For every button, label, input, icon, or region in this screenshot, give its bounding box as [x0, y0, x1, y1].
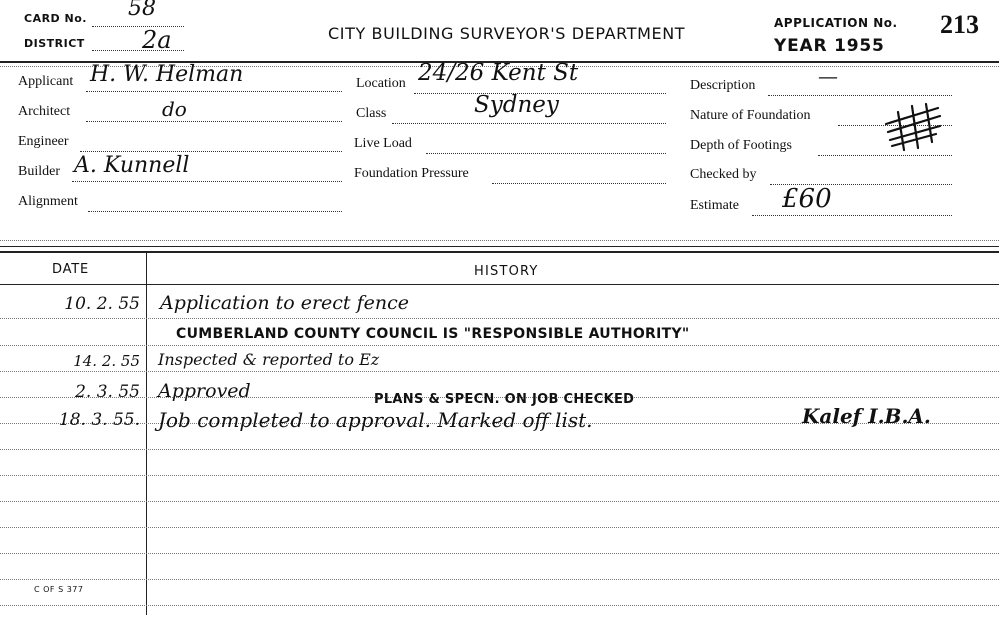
class-line [392, 123, 666, 124]
ruled-line [0, 318, 999, 319]
engineer-line [80, 151, 342, 152]
live-load-line [426, 153, 666, 154]
location-value: 24/26 Kent St [418, 60, 579, 86]
ruled-line [0, 527, 999, 528]
builder-value: A. Kunnell [74, 153, 190, 178]
row-3-history: Approved [158, 380, 251, 402]
row-2-history: Inspected & reported to Ez [158, 350, 380, 369]
depth-of-footings-line [818, 155, 952, 156]
row-1-history: Application to erect fence [160, 292, 409, 314]
row-4-signature: Kalef I.B.A. [802, 404, 931, 428]
ruled-line [0, 553, 999, 554]
class-value: Sydney [474, 92, 559, 118]
applicant-value: H. W. Helman [90, 62, 244, 87]
alignment-label: Alignment [18, 194, 78, 209]
checked-by-label: Checked by [690, 167, 757, 182]
ruled-line [0, 501, 999, 502]
row-3-stamp: PLANS & SPECN. ON JOB CHECKED [374, 392, 635, 407]
applicant-line [86, 91, 342, 92]
card-no-label: CARD No. [24, 12, 87, 25]
foundation-pressure-label: Foundation Pressure [354, 166, 469, 181]
estimate-line [752, 215, 952, 216]
application-no-value: 213 [940, 10, 979, 39]
engineer-label: Engineer [18, 134, 69, 149]
row-2-date: 14. 2. 55 [73, 352, 140, 370]
nature-of-foundation-label: Nature of Foundation [690, 108, 811, 123]
row-4-history: Job completed to approval. Marked off list. [158, 408, 593, 432]
ruled-line [0, 371, 999, 372]
district-label: DISTRICT [24, 37, 85, 50]
depth-of-footings-label: Depth of Footings [690, 138, 792, 153]
row-1-date: 10. 2. 55 [64, 294, 140, 314]
date-column-header: DATE [52, 262, 90, 277]
header-underline [0, 284, 999, 285]
form-code: C OF S 377 [34, 585, 84, 594]
estimate-value: £60 [782, 184, 832, 214]
architect-line [86, 121, 342, 122]
authority-note: CUMBERLAND COUNTY COUNCIL IS "RESPONSIBLE AUTHORITY" [176, 326, 690, 342]
year-label: YEAR 1955 [774, 36, 885, 56]
ruled-line [0, 345, 999, 346]
ruled-line [0, 475, 999, 476]
architect-value: do [162, 97, 187, 121]
ruled-line [0, 605, 999, 606]
table-top-dotted [0, 240, 999, 241]
live-load-label: Live Load [354, 136, 412, 151]
scribble-mark-icon [882, 100, 944, 152]
card-no-value: 58 [128, 0, 156, 21]
date-history-divider [146, 253, 147, 615]
row-3-date: 2. 3. 55 [75, 382, 140, 402]
applicant-label: Applicant [18, 74, 74, 89]
estimate-label: Estimate [690, 198, 739, 213]
description-line [768, 95, 952, 96]
builder-line [72, 181, 342, 182]
alignment-line [88, 211, 342, 212]
description-label: Description [690, 78, 756, 93]
class-label: Class [356, 106, 387, 121]
history-column-header: HISTORY [474, 264, 539, 279]
builder-label: Builder [18, 164, 60, 179]
description-value: — [818, 64, 838, 88]
ruled-line [0, 579, 999, 580]
foundation-pressure-line [492, 183, 666, 184]
table-top-rule [0, 246, 999, 247]
location-label: Location [356, 76, 406, 91]
department-title: CITY BUILDING SURVEYOR'S DEPARTMENT [328, 24, 686, 43]
architect-label: Architect [18, 104, 71, 119]
row-4-date: 18. 3. 55. [58, 410, 140, 430]
table-top-rule-2 [0, 251, 999, 253]
application-no-label: APPLICATION No. [774, 16, 898, 30]
ruled-line [0, 449, 999, 450]
district-value: 2a [142, 26, 172, 54]
